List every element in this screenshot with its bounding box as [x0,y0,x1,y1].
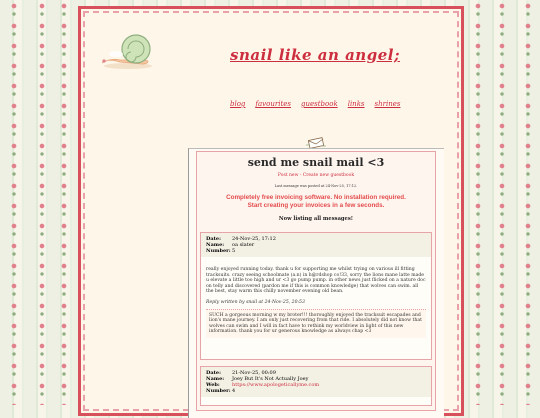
reply-message: SUCH a gorgeous morning w my broter!!! thoroughly enjoyed the tracksuit escapades and lion's mane journey. I am only just recovering from that ride. I absolutely did not know that wolves can swim and I will in fact have to rethink my worldview in light of this new information. thank you for ur generous knowledge as always chap <3 [206,309,426,338]
ad-banner[interactable] [196,194,436,210]
name-label: Name: [206,242,225,248]
date-label: Date: [206,370,221,376]
site-title[interactable]: snail like an angel; [230,46,400,64]
snail-logo-icon [98,30,158,72]
nav-shrines[interactable]: shrines [374,100,401,108]
guestbook-links[interactable]: Post new - Create new guestbook [277,173,355,178]
entry-date: 21-Nov-25, 00:09 [232,370,276,376]
rose-pattern-left [10,0,18,405]
nav-favourites[interactable]: favourites [255,100,291,108]
guestbook-entry [200,366,432,406]
nav-guestbook[interactable]: guestbook [301,100,338,108]
rose-pattern-left-2 [38,0,46,405]
nav-blog[interactable]: blog [230,100,246,108]
entry-header [201,233,431,257]
entry-number: 5 [232,248,236,254]
web-label: Web: [206,382,220,388]
nav-links[interactable]: links [347,100,365,108]
date-label: Date: [206,236,221,242]
entry-number: 4 [232,388,236,394]
entry-name: oa slater [232,242,255,248]
rose-pattern-right-2 [498,0,506,405]
ad-line-1[interactable]: Completely free invoicing software. No installation required. [226,194,406,201]
last-message-info: Last message was posted at 24-Nov-25, 17:12. [274,184,358,188]
rose-pattern-right [474,0,482,405]
rose-pattern-left-3 [60,0,68,405]
entry-body [201,257,431,342]
entry-header [201,367,431,397]
envelope-icon [306,136,326,148]
ad-line-2[interactable]: Start creating your invoices in a few seconds. [247,202,385,209]
entry-name: Joey But It's Not Actually Joey [232,376,309,382]
name-label: Name: [206,376,225,382]
entry-message: really enjoyed running today. thank u for supporting me whilst trying on various ill fitting tracksuits. crazy seeing schoolmate (a.n) in h@rdshop co!33, sorry the lions mane latte made u elevate a little too high and ur <3 go pump pump. in other news just flicked on a nature doc on telly and discovered (pardon me if this is common knowledge) that wolves can swim. all the best, stay warm this chilly november evening old bean. [206,267,426,295]
number-label: Number: [206,388,231,394]
guestbook-entry [200,232,432,360]
guestbook-title: send me snail mail <3 [247,156,385,169]
entry-date: 24-Nov-25, 17:12 [232,236,276,242]
rose-pattern-right-3 [524,0,532,405]
listing-heading: Now listing all messages! [278,216,354,222]
number-label: Number: [206,248,231,254]
entry-web-link[interactable]: https://www.apologeticallyme.com [232,382,320,388]
main-nav [230,100,400,108]
reply-label: Reply written by snail at 24-Nov-25, 20:53 [206,299,305,305]
